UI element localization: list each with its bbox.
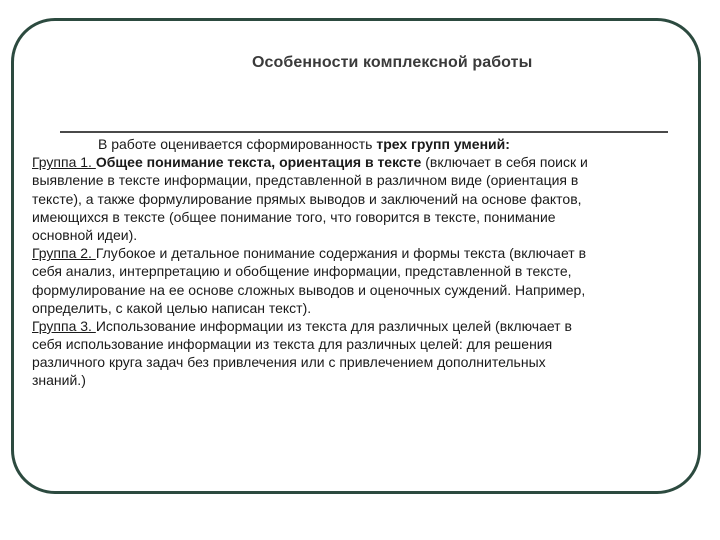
group-1-heading: Общее понимание текста, ориентация в тексте bbox=[95, 154, 422, 171]
group-3-line-4: знаний.) bbox=[32, 372, 86, 389]
group-2-line-4: определить, с какой целью написан текст). bbox=[32, 299, 312, 316]
group-3-line-1 bbox=[32, 317, 680, 335]
group-3-line-3: различного круга задач без привлечения или с привлечением дополнительных bbox=[32, 354, 546, 371]
group-3-label: Группа 3. bbox=[32, 317, 96, 334]
group-1-line-4: имеющихся в тексте (общее понимание того, что говорится в тексте, понимание bbox=[32, 208, 556, 225]
group-3-text: Использование информации из текста для различных целей (включает в bbox=[95, 317, 572, 334]
intro-text: В работе оценивается сформированность bbox=[98, 136, 377, 152]
intro-emphasis: трех групп умений: bbox=[376, 136, 510, 152]
group-2-line-2: себя анализ, интерпретацию и обобщение информации, представленной в тексте, bbox=[32, 263, 572, 280]
group-2-label: Группа 2. bbox=[32, 245, 96, 262]
group-1-line-2: выявление в тексте информации, представленной в различном виде (ориентация в bbox=[32, 172, 579, 189]
group-1-line-5: основной идеи). bbox=[32, 226, 138, 243]
group-2-line-1 bbox=[32, 244, 680, 262]
intro-line bbox=[32, 135, 680, 153]
group-1-text: (включает в себя поиск и bbox=[421, 154, 588, 171]
group-2-text: Глубокое и детальное понимание содержания и формы текста (включает в bbox=[95, 245, 587, 262]
group-1-label: Группа 1. bbox=[32, 154, 96, 171]
group-2-line-3: формулирование на ее основе сложных выводов и оценочных суждений. Например, bbox=[32, 281, 586, 298]
title-divider bbox=[60, 131, 668, 133]
group-1-line-1 bbox=[32, 153, 680, 171]
slide-body bbox=[32, 135, 680, 390]
group-3-line-2: себя использование информации из текста для различных целей: для решения bbox=[32, 336, 553, 353]
slide-title: Особенности комплексной работы bbox=[252, 54, 533, 71]
group-1-line-3: тексте), а также формулирование прямых выводов и заключений на основе фактов, bbox=[32, 190, 582, 207]
